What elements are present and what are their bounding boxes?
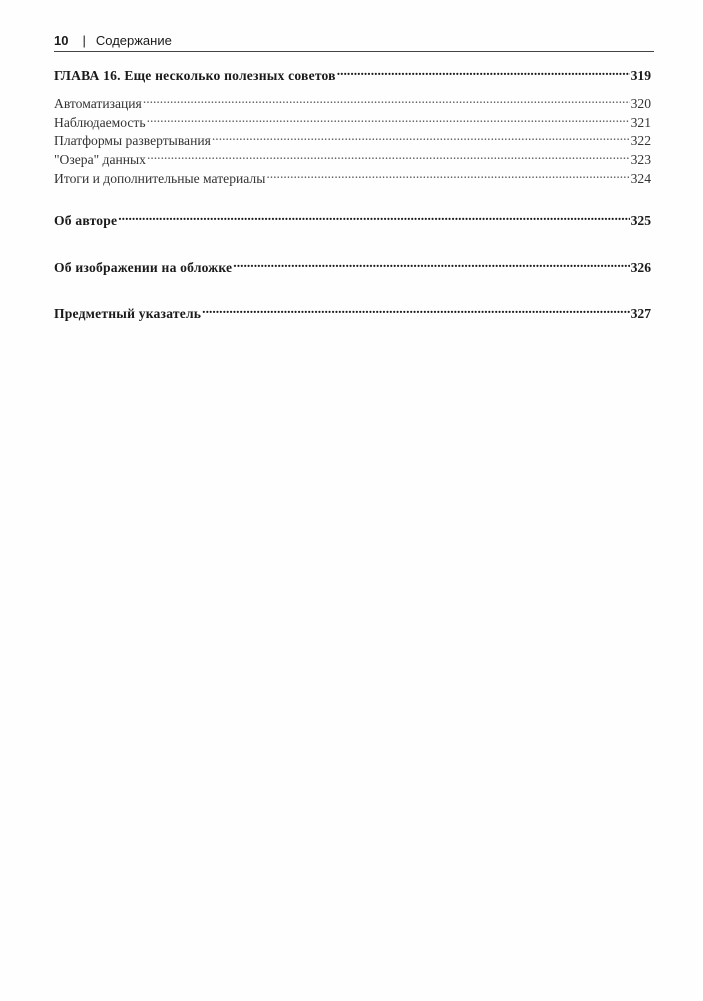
header-section-title: Содержание	[95, 33, 172, 48]
toc-entry-title: "Озера" данных	[54, 151, 146, 167]
table-of-contents	[54, 66, 651, 323]
toc-entry-page: 326	[630, 259, 651, 275]
header-separator: |	[82, 33, 86, 48]
dot-leader	[118, 212, 629, 226]
toc-entry-title: ГЛАВА 16. Еще несколько полезных советов	[54, 67, 336, 83]
toc-entry-section[interactable]	[54, 169, 651, 188]
toc-entry-page: 322	[630, 133, 651, 149]
toc-entry-section[interactable]	[54, 150, 651, 169]
dot-leader	[202, 305, 629, 319]
header-rule	[54, 51, 654, 52]
toc-entry-page: 320	[630, 96, 651, 112]
toc-entry-section[interactable]	[54, 95, 651, 114]
dot-leader	[147, 150, 630, 164]
toc-entry-page: 325	[630, 213, 651, 229]
toc-entry-title: Автоматизация	[54, 96, 142, 112]
toc-entry-chapter-16[interactable]	[54, 66, 651, 85]
toc-entry-title: Об авторе	[54, 213, 118, 229]
toc-entry-title: Итоги и дополнительные материалы	[54, 170, 266, 186]
dot-leader	[337, 66, 630, 80]
toc-entry-title: Платформы развертывания	[54, 133, 211, 149]
toc-entry-page: 319	[630, 67, 651, 83]
running-head	[54, 33, 654, 51]
spacer	[54, 85, 651, 95]
page-number: 10	[54, 33, 69, 48]
toc-entry-about-author[interactable]	[54, 212, 651, 231]
toc-entry-page: 323	[630, 151, 651, 167]
dot-leader	[147, 113, 630, 127]
toc-entry-section[interactable]	[54, 132, 651, 151]
spacer	[54, 230, 651, 258]
toc-entry-title: Предметный указатель	[54, 306, 202, 322]
dot-leader	[143, 95, 630, 109]
toc-entry-title: Наблюдаемость	[54, 114, 146, 130]
toc-entry-about-cover[interactable]	[54, 258, 651, 277]
dot-leader	[233, 258, 629, 272]
toc-entry-page: 321	[630, 114, 651, 130]
spacer	[54, 277, 651, 305]
dot-leader	[212, 132, 630, 146]
toc-entry-page: 327	[630, 306, 651, 322]
toc-entry-index[interactable]	[54, 305, 651, 324]
toc-entry-title: Об изображении на обложке	[54, 259, 233, 275]
spacer	[54, 188, 651, 212]
toc-entry-section[interactable]	[54, 113, 651, 132]
toc-entry-page: 324	[630, 170, 651, 186]
dot-leader	[266, 169, 629, 183]
